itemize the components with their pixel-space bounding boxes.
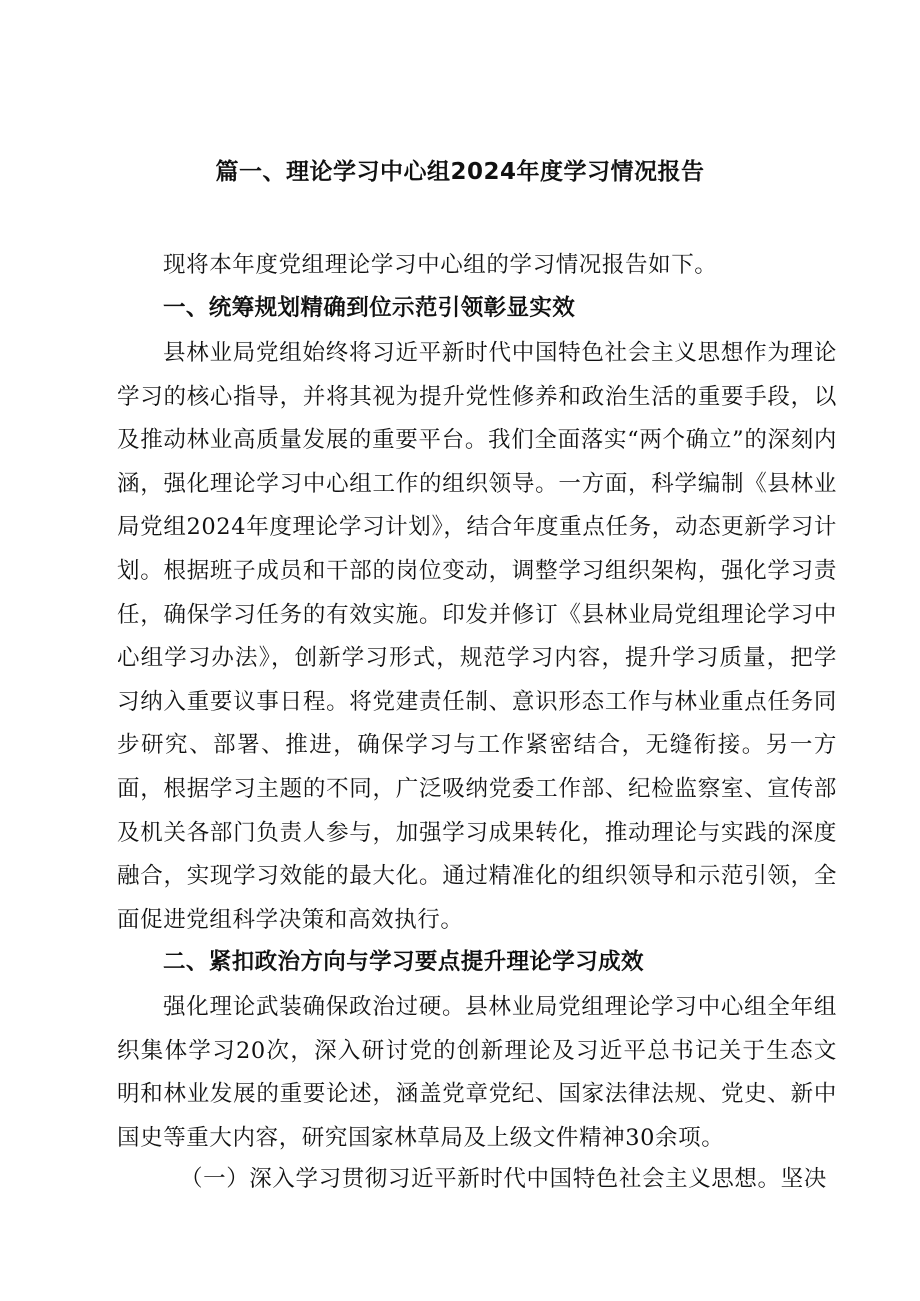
section-2-heading: 二、紧扣政治方向与学习要点提升理论学习成效 — [163, 949, 644, 975]
intro-paragraph: 现将本年度党组理论学习中心组的学习情况报告如下。 — [163, 252, 718, 278]
subsection-1-paragraph: （一）深入学习贯彻习近平新时代中国特色社会主义思想。坚决 — [180, 1166, 827, 1192]
section-1-paragraph: 县林业局党组始终将习近平新时代中国特色社会主义思想作为理论学习的核心指导，并将其视为提升党性修养和政治生活的重要手段，以及推动林业高质量发展的重要平台。我们全面落实“两个确立”的深刻内涵，强化理论学习中心组工作的组织领导。一方面，科学编制《县林业局党组2024年度理论学习计划》，结合年度重点任务，动态更新学习计划。根据班子成员和干部的岗位变动，调整学习组织架构，强化学习责任，确保学习任务的有效实施。印发并修订《县林业局党组理论学习中心组学习办法》，创新学习形式，规范学习内容，提升学习质量，把学习纳入重要议事日程。将党建责任制、意识形态工作与林业重点任务同步研究、部署、推进，确保学习与工作紧密结合，无缝衔接。另一方面，根据学习主题的不同，广泛吸纳党委工作部、纪检监察室、宣传部及机关各部门负责人参与，加强学习成果转化，推动理论与实践的深度融合，实现学习效能的最大化。通过精准化的组织领导和示范引领，全面促进党组科学决策和高效执行。 — [117, 340, 837, 933]
document-title: 篇一、理论学习中心组2024年度学习情况报告 — [215, 159, 705, 185]
section-2-paragraph: 强化理论武装确保政治过硬。县林业局党组理论学习中心组全年组织集体学习20次，深入研讨党的创新理论及习近平总书记关于生态文明和林业发展的重要论述，涵盖党章党纪、国家法律法规、党史、新中国史等重大内容，研究国家林草局及上级文件精神30余项。 — [117, 994, 837, 1151]
section-1-heading: 一、统筹规划精确到位示范引领彰显实效 — [163, 295, 576, 321]
